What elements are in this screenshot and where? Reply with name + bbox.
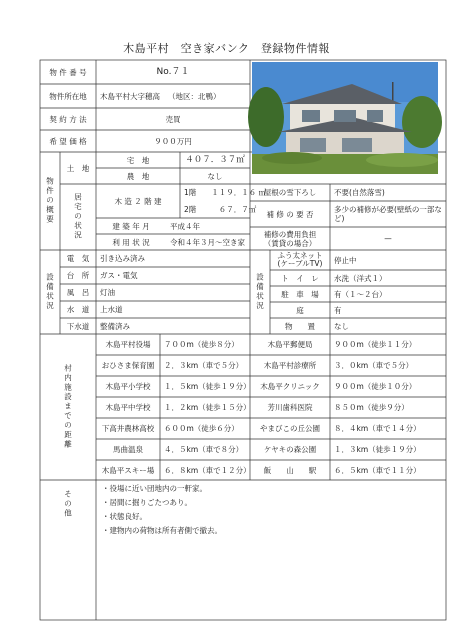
facility-label: 電 気 <box>66 254 90 263</box>
price-label: 希 望 価 格 <box>49 136 87 146</box>
facility-distance: ２．３km（車で５分） <box>164 361 244 370</box>
floor2-area: 2階 ６７．７㎡ <box>184 205 257 214</box>
facility-label: 物 置 <box>285 321 315 331</box>
facility-name: 木島平中学校 <box>105 403 151 412</box>
facility-label: 風 呂 <box>66 288 90 297</box>
cost-value: — <box>384 234 392 243</box>
facility-distance: １．２km（徒歩１５分） <box>164 403 251 412</box>
facility-distance: ４．５km（車で８分） <box>164 445 244 454</box>
location-address: 木島平村大字穂高 <box>100 91 160 101</box>
facility-distance: １．５km（徒歩１９分） <box>164 382 251 391</box>
usage-label: 利 用 状 況 <box>112 237 150 247</box>
facility-distance: ７００m（徒歩８分） <box>164 340 239 349</box>
facility-distance: ６００m（徒歩６分） <box>164 424 239 433</box>
floor1-area: 1階 １１９．１６ ㎡ <box>184 188 267 197</box>
other-note: ・建物内の荷物は所有者側で撤去。 <box>102 526 222 535</box>
house-illustration <box>252 62 438 174</box>
facility-name: 木島平スキー場 <box>101 466 155 475</box>
facility-distance: ６．５km（車で１１分） <box>334 466 421 475</box>
residential-value: ４０７．３７㎡ <box>185 154 245 165</box>
facility-distance: ９００m（徒歩１１分） <box>334 340 417 349</box>
method-value: 売買 <box>165 114 181 124</box>
built-value: 平成４年 <box>170 221 200 231</box>
location-value <box>96 84 250 108</box>
facility-distance: ９００m（徒歩１０分） <box>334 382 417 391</box>
cost-label: 補修の費用負担 （賃貸の場合） <box>263 229 317 248</box>
other-note: ・状態良好。 <box>102 512 147 521</box>
facility-value: 整備済み <box>100 321 130 331</box>
snow-label: 屋根の雪下ろし <box>263 188 317 197</box>
facility-value: 停止中 <box>334 255 357 265</box>
facility-distance: ６．８km（車で１２分） <box>164 466 251 475</box>
overview-section-label: 物件の概要 <box>45 177 55 225</box>
repair-label: 補 修 の 要 否 <box>266 209 314 219</box>
other-note: ・居間に掘りごたつあり。 <box>102 498 192 507</box>
facility-name: やまびこの丘公園 <box>260 424 320 433</box>
facility-label: 下水道 <box>66 321 90 331</box>
farmland-value: なし <box>207 171 223 181</box>
facility-distance: １．３km（徒歩１９分） <box>334 445 421 454</box>
facility-name: 飯 山 駅 <box>263 466 317 475</box>
facility-name: 下高井農林高校 <box>101 424 155 433</box>
land-label: 土 地 <box>66 163 90 173</box>
number-label: 物 件 番 号 <box>49 67 87 77</box>
facilities-right-section-label: 設備状況 <box>255 273 265 311</box>
facilities-section-label: 設備状況 <box>45 273 55 311</box>
facility-value: 上水道 <box>100 305 123 314</box>
facility-value: ガス・電気 <box>100 271 138 280</box>
location-label: 物件所在地 <box>49 91 87 101</box>
built-label: 建 築 年 月 <box>112 221 150 231</box>
location-district: （地区：北鴨） <box>168 91 221 101</box>
facility-value: なし <box>334 321 349 331</box>
other-notes <box>96 480 446 540</box>
facility-value: 水洗（洋式１） <box>334 273 387 283</box>
facility-distance: ３．０km（車で５分） <box>334 361 414 370</box>
facility-name: 木島平村診療所 <box>263 361 317 370</box>
facility-name: 木島平小学校 <box>105 382 151 391</box>
page-title: 木島平村 空き家バンク 登録物件情報 <box>123 42 330 55</box>
facility-name: おひさま保育園 <box>101 361 155 370</box>
repair-value: 多少の補修が必要(壁紙の一部など) <box>334 205 442 223</box>
facility-value: 灯油 <box>100 288 115 297</box>
usage-value: 令和４年３月～空き家 <box>170 237 245 247</box>
facility-distance: ８．４km（車で１４分） <box>334 424 421 433</box>
structure-label: 木 造 ２ 階 建 <box>114 196 162 206</box>
facility-name: ケヤキの森公園 <box>263 445 317 454</box>
facility-name: 馬曲温泉 <box>113 445 143 454</box>
facility-label: 庭 <box>296 305 304 315</box>
snow-value: 不要(自然落雪) <box>334 188 385 197</box>
facility-name: 芳川歯科医院 <box>267 403 313 412</box>
facility-name: 木島平村役場 <box>105 340 151 349</box>
residential-label: 宅 地 <box>126 155 150 165</box>
house-photo <box>252 62 438 174</box>
facility-distance: ８５０m（徒歩９分） <box>334 403 409 412</box>
price-value: ９００万円 <box>154 136 192 146</box>
distances-section-label: 村内施設までの距離 <box>63 364 73 450</box>
facility-label: 水 道 <box>66 305 90 314</box>
facility-name: 木島平郵便局 <box>267 340 313 349</box>
other-section-label: その他 <box>63 490 73 519</box>
farmland-label: 農 地 <box>126 171 150 181</box>
facility-name: 木島平クリニック <box>260 382 320 391</box>
facility-label: ト イ レ <box>281 273 319 283</box>
facility-label: ふう太ネット (ケーブルTV) <box>277 251 323 268</box>
facility-label: 台 所 <box>66 271 90 280</box>
facility-value: 有 <box>334 305 342 315</box>
house-label: 居宅の状況 <box>73 193 83 241</box>
facility-value: 引き込み済み <box>100 254 145 263</box>
other-note: ・役場に近い団地内の一軒家。 <box>102 484 207 493</box>
number-value: No.７１ <box>156 66 190 77</box>
method-label: 契 約 方 法 <box>49 114 87 124</box>
facility-label: 駐 車 場 <box>281 289 319 299</box>
facility-value: 有（１～２台） <box>334 289 387 299</box>
